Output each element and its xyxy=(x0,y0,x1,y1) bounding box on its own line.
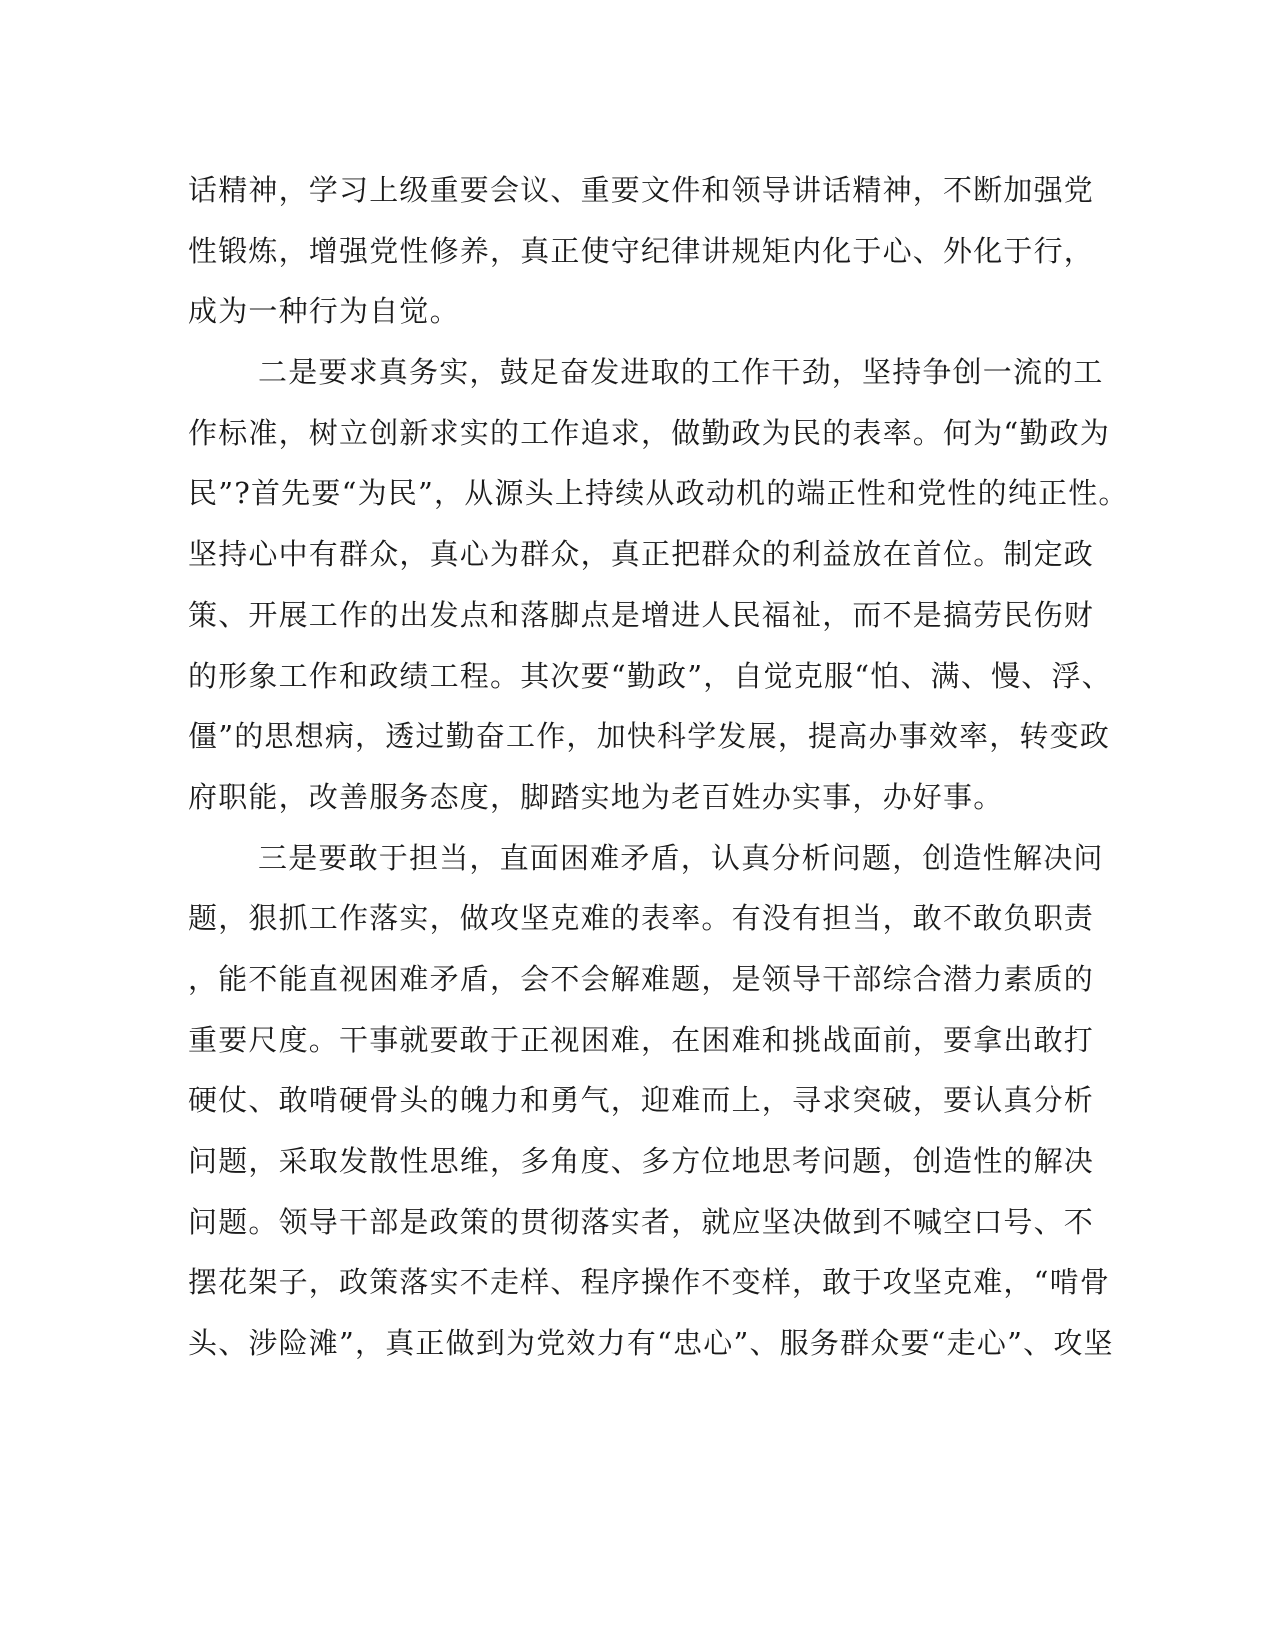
text-line: 的形象工作和政绩工程。其次要“勤政”，自觉克服“怕、满、慢、浮、 xyxy=(188,658,1112,693)
text-line: ，能不能直视困难矛盾，会不会解难题，是领导干部综合潜力素质的 xyxy=(188,961,1095,996)
text-line: 府职能，改善服务态度，脚踏实地为老百姓办实事，办好事。 xyxy=(188,779,1004,814)
text-line: 僵”的思想病，透过勤奋工作，加快科学发展，提高办事效率，转变政 xyxy=(188,719,1111,754)
text-line: 策、开展工作的出发点和落脚点是增进人民福祉，而不是搞劳民伤财 xyxy=(188,597,1095,632)
paragraph-start-line: 三是要敢于担当，直面困难矛盾，认真分析问题，创造性解决问 xyxy=(258,840,1104,875)
document-body xyxy=(188,160,1129,1374)
text-line: 话精神，学习上级重要会议、重要文件和领导讲话精神，不断加强党 xyxy=(188,173,1095,207)
paragraph-start-line: 二是要求真务实，鼓足奋发进取的工作干劲，坚持争创一流的工 xyxy=(258,355,1104,390)
text-line: 坚持心中有群众，真心为群众，真正把群众的利益放在首位。制定政 xyxy=(188,537,1095,572)
text-line: 问题，采取发散性思维，多角度、多方位地思考问题，创造性的解决 xyxy=(188,1144,1095,1178)
text-line: 头、涉险滩”，真正做到为党效力有“忠心”、服务群众要“走心”、攻坚 xyxy=(188,1326,1114,1361)
text-line: 摆花架子，政策落实不走样、程序操作不变样，敢于攻坚克难，“啃骨 xyxy=(188,1265,1111,1300)
text-line: 硬仗、敢啃硬骨头的魄力和勇气，迎难而上，寻求突破，要认真分析 xyxy=(188,1083,1095,1118)
text-line: 问题。领导干部是政策的贯彻落实者，就应坚决做到不喊空口号、不 xyxy=(188,1204,1095,1239)
text-line: 成为一种行为自觉。 xyxy=(188,294,460,329)
text-line: 重要尺度。干事就要敢于正视困难，在困难和挑战面前，要拿出敢打 xyxy=(188,1022,1095,1057)
text-line: 民”?首先要“为民”，从源头上持续从政动机的端正性和党性的纯正性。 xyxy=(188,476,1129,511)
text-line: 性锻炼，增强党性修养，真正使守纪律讲规矩内化于心、外化于行， xyxy=(188,233,1095,268)
text-line: 题，狠抓工作落实，做攻坚克难的表率。有没有担当，敢不敢负职责 xyxy=(188,901,1095,936)
text-line: 作标准，树立创新求实的工作追求，做勤政为民的表率。何为“勤政为 xyxy=(188,415,1111,450)
